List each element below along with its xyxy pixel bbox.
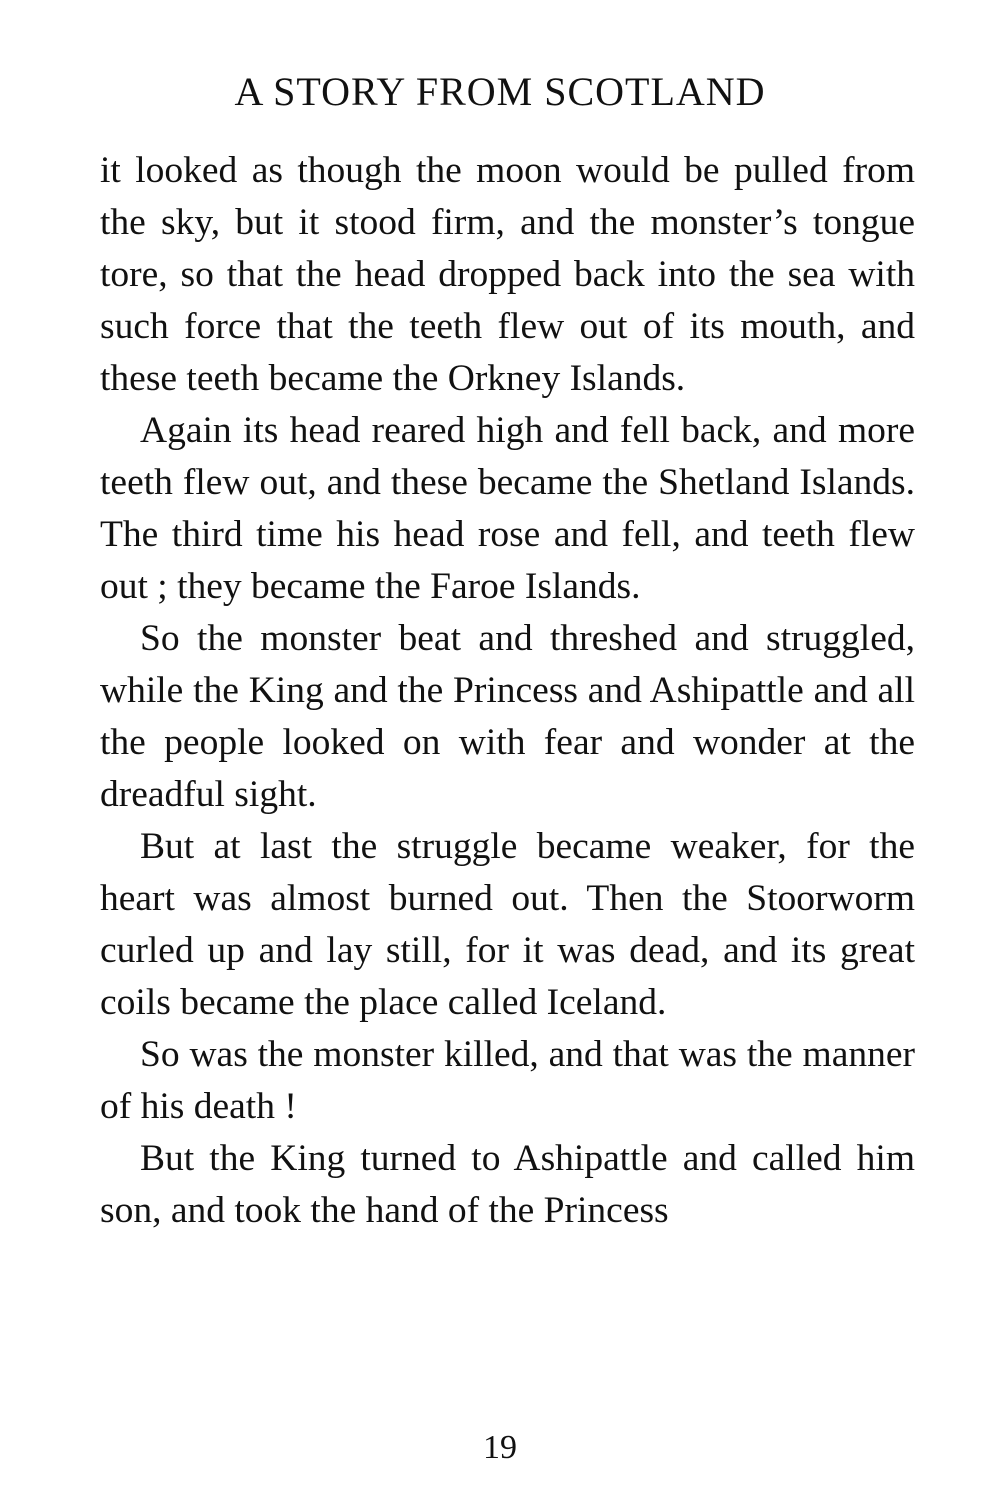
paragraph-1: it looked as though the moon would be pulled from the sky, but it stood firm, and the monster’s tongue tore, so that the head dropped back into the sea with such force that the teeth flew out of its mouth, and these teeth became the Orkney Islands. <box>100 150 915 399</box>
running-head: A STORY FROM SCOTLAND <box>234 69 766 114</box>
paragraph-6: But the King turned to Ashipattle and called him son, and took the hand of the Princess <box>100 1138 915 1231</box>
paragraph-2: Again its head reared high and fell back, and more teeth flew out, and these became the Shetland Islands. The third time his head rose and fell, and teeth flew out ; they became the Faroe Islands. <box>100 410 915 607</box>
paragraph-3: So the monster beat and threshed and struggled, while the King and the Princess and Ashipattle and all the people looked on with fear and wonder at the dreadful sight. <box>100 618 915 815</box>
page-number: 19 <box>483 1429 517 1466</box>
paragraph-4: But at last the struggle became weaker, for the heart was almost burned out. Then the Stoorworm curled up and lay still, for it was dead, and its great coils became the place called Iceland. <box>100 826 915 1023</box>
paragraph-5: So was the monster killed, and that was the manner of his death ! <box>100 1034 915 1127</box>
body-text <box>100 145 915 1237</box>
